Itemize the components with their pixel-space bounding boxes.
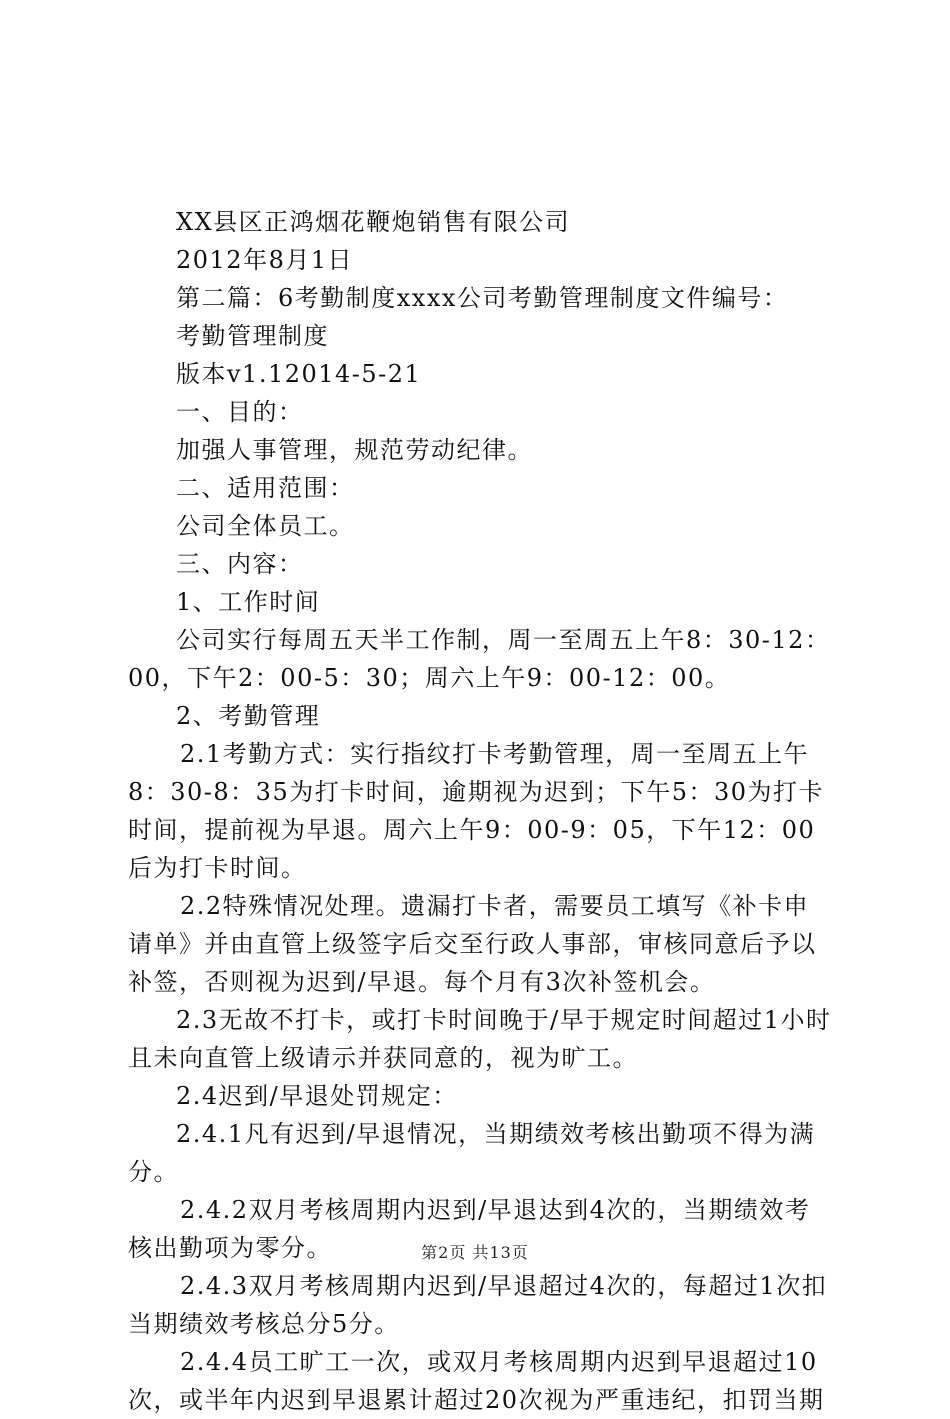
- clause-2-4-1: 2.4.1凡有迟到/早退情况，当期绩效考核出勤项不得为满分。: [128, 1120, 816, 1186]
- clause-2-4-4: 2.4.4员工旷工一次，或双月考核周期内迟到早退超过10次，或半年内迟到早退累计超过20次视为严重违纪，扣罚当期: [128, 1348, 825, 1414]
- version-line: 版本v1.12014-5-21: [176, 360, 422, 388]
- doc-title-line: 考勤管理制度: [176, 322, 329, 350]
- work-hours-text: 公司实行每周五天半工作制，周一至周五上午8：30-12：00，下午2：00-5：30；周六上午9：00-12：00。: [128, 626, 831, 692]
- clause-2-4-2: 2.4.2双月考核周期内迟到/早退达到4次的，当期绩效考核出勤项为零分。: [128, 1196, 811, 1262]
- clause-2-4-3: 2.4.3双月考核周期内迟到/早退超过4次的，每超过1次扣当期绩效考核总分5分。: [128, 1272, 828, 1338]
- clause-2-3: 2.3无故不打卡，或打卡时间晚于/早于规定时间超过1小时且未向直管上级请示并获同意的，视为旷工。: [128, 1006, 832, 1072]
- chapter-title-line: 第二篇：6考勤制度xxxx公司考勤管理制度文件编号：: [176, 284, 789, 312]
- company-name-line: XX县区正鸿烟花鞭炮销售有限公司: [176, 208, 571, 236]
- clause-2-1: 2.1考勤方式：实行指纹打卡考勤管理，周一至周五上午8：30-8：35为打卡时间，逾期视为迟到；下午5：30为打卡时间，提前视为早退。周六上午9：00-9：05，下午12：00后为打卡时间。: [128, 740, 825, 882]
- scope-text: 公司全体员工。: [176, 512, 355, 540]
- document-body: [128, 203, 833, 1419]
- clause-2-4: 2.4迟到/早退处罚规定：: [176, 1082, 458, 1110]
- section-heading-purpose: 一、目的：: [176, 398, 304, 426]
- purpose-text: 加强人事管理，规范劳动纪律。: [176, 436, 533, 464]
- section-heading-scope: 二、适用范围：: [176, 474, 355, 502]
- page-number-label: 第2页 共13页: [421, 1243, 529, 1262]
- section-heading-content: 三、内容：: [176, 550, 304, 578]
- subheading-work-hours: 1、工作时间: [176, 588, 321, 616]
- subheading-attendance: 2、考勤管理: [176, 702, 321, 730]
- date-line: 2012年8月1日: [176, 246, 354, 274]
- page-footer: [0, 1243, 950, 1263]
- clause-2-2: 2.2特殊情况处理。遗漏打卡者，需要员工填写《补卡申请单》并由直管上级签字后交至行政人事部，审核同意后予以补签，否则视为迟到/早退。每个月有3次补签机会。: [128, 892, 817, 996]
